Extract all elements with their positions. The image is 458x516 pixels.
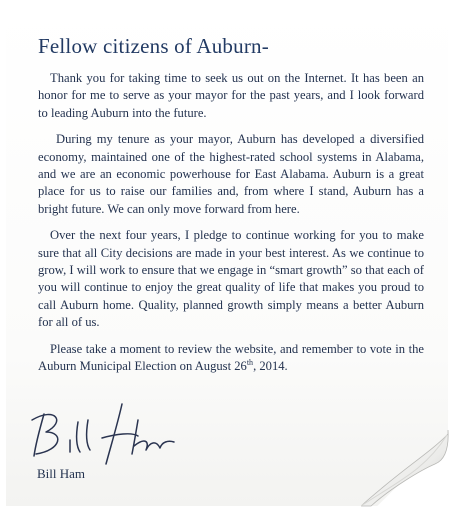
letter-body <box>38 34 424 385</box>
vote-year: , 2014. <box>253 359 288 374</box>
signature-name: Bill Ham <box>37 466 86 481</box>
letter-greeting: Fellow citizens of Auburn- <box>38 34 269 58</box>
handwritten-signature-icon <box>26 398 176 470</box>
paragraph-pledge: Over the next four years, I pledge to continue working for you to make sure that all City decisions are made in your best interest. As we continue to grow, I will work to ensure that we engage in “smart growth” so that each of you will continue to enjoy the great quality of life that makes you proud to call Auburn home. Quality, planned growth simply means a better Auburn for all of us. <box>38 228 424 330</box>
date-suffix: th <box>246 357 254 367</box>
page-curl-icon <box>361 430 451 510</box>
paragraph-intro: Thank you for taking time to seek us out on the Internet. It has been an honor for me to serve as your mayor for the past years, and I look forward to leading Auburn into the future. <box>38 71 424 120</box>
paragraph-vote <box>38 341 424 376</box>
paragraph-tenure: During my tenure as your mayor, Auburn has developed a diversified economy, maintained one of the highest-rated school systems in Alabama, and we are an economic powerhouse for East Alabama. Auburn is a great place for us to raise our families and, from where I stand, Auburn has a bright future. We can only move forward from here. <box>38 132 424 216</box>
vote-text: Please take a moment to review the website, and remember to vote in the Auburn Municipal Election on August 26 <box>38 341 424 374</box>
